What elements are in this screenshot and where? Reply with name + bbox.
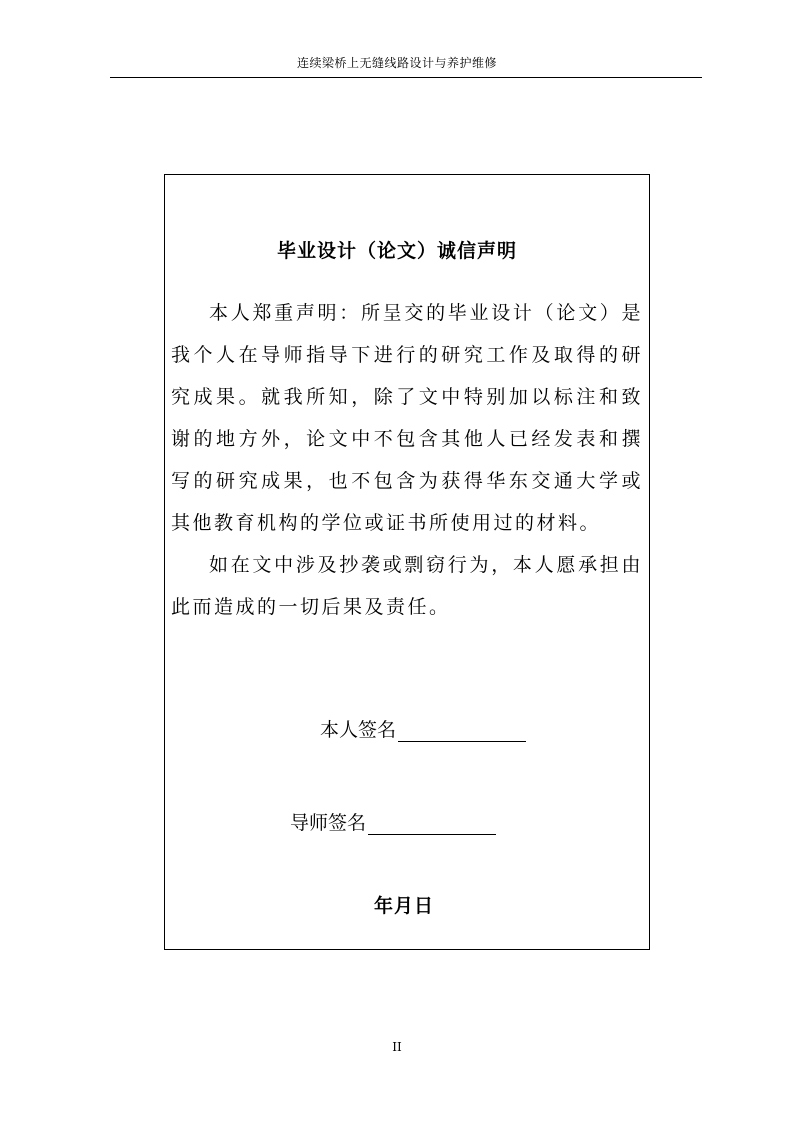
author-signature [320, 715, 526, 742]
advisor-signature-line[interactable] [368, 810, 496, 835]
author-signature-line[interactable] [398, 717, 526, 742]
running-header: 连续梁桥上无缝线路设计与养护维修 [296, 56, 497, 70]
author-signature-label: 本人签名 [320, 719, 397, 741]
date-label: 年月日 [374, 895, 435, 917]
declaration-paragraph-1: 本人郑重声明：所呈交的毕业设计（论文）是我个人在导师指导下进行的研究工作及取得的研究成果。就我所知，除了文中特别加以标注和致谢的地方外，论文中不包含其他人已经发表和撰写的研究成果，也不包含为获得华东交通大学或其他教育机构的学位或证书所使用过的材料。 [171, 302, 643, 534]
page-number: II [392, 1040, 402, 1054]
advisor-signature [290, 808, 496, 835]
advisor-signature-label: 导师签名 [290, 812, 367, 834]
declaration-paragraph-2: 如在文中涉及抄袭或剽窃行为，本人愿承担由此而造成的一切后果及责任。 [171, 554, 643, 618]
header-rule [110, 77, 702, 78]
declaration-title: 毕业设计（论文）诚信声明 [276, 240, 517, 262]
